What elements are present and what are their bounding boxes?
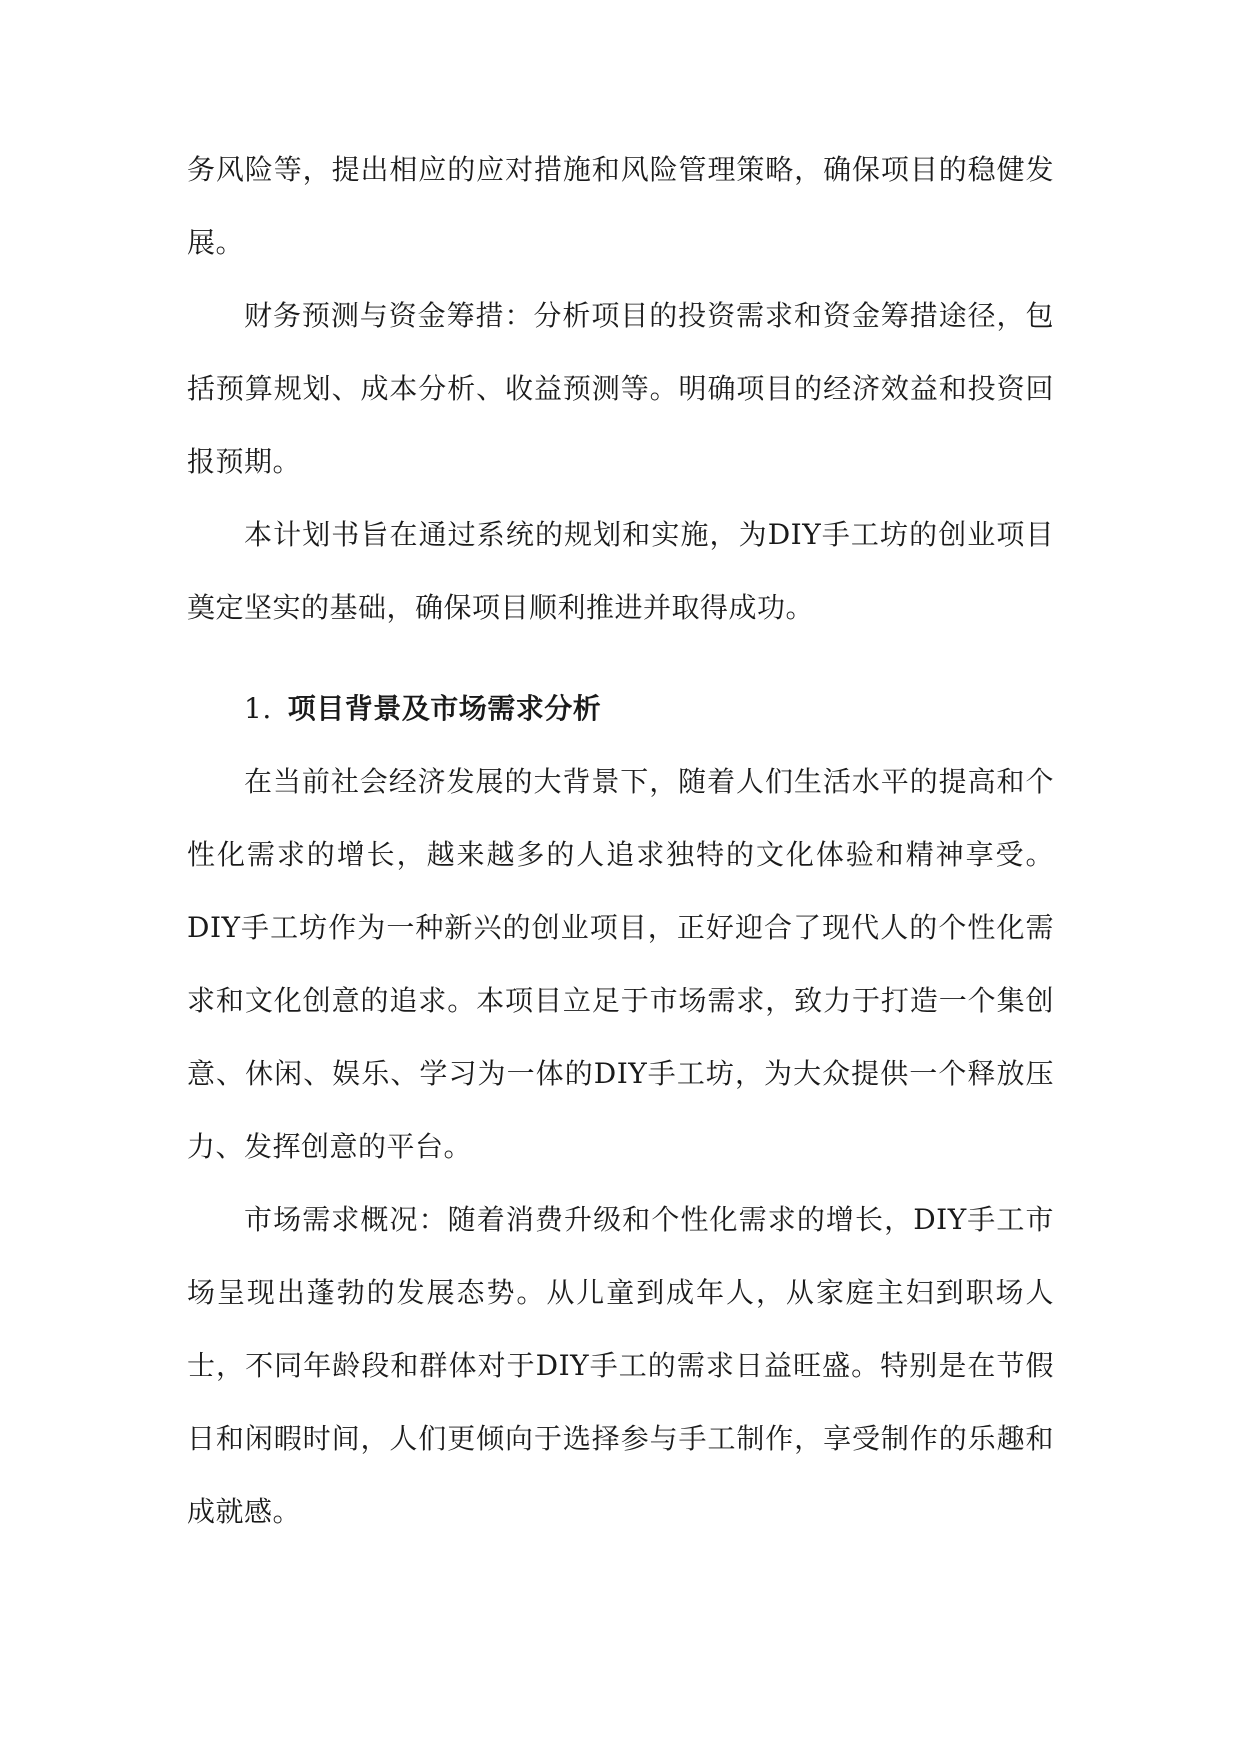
paragraph-summary: 本计划书旨在通过系统的规划和实施，为DIY手工坊的创业项目奠定坚实的基础，确保项目顺利推进并取得成功。 <box>187 518 1054 624</box>
section-title: 项目背景及市场需求分析 <box>287 692 602 725</box>
paragraph-background: 在当前社会经济发展的大背景下，随着人们生活水平的提高和个性化需求的增长，越来越多的人追求独特的文化体验和精神享受。DIY手工坊作为一种新兴的创业项目，正好迎合了现代人的个性化需求和文化创意的追求。本项目立足于市场需求，致力于打造一个集创意、休闲、娱乐、学习为一体的DIY手工坊，为大众提供一个释放压力、发挥创意的平台。 <box>187 765 1054 1163</box>
paragraph-market-overview: 市场需求概况：随着消费升级和个性化需求的增长，DIY手工市场呈现出蓬勃的发展态势。从儿童到成年人，从家庭主妇到职场人士，不同年龄段和群体对于DIY手工的需求日益旺盛。特别是在节假日和闲暇时间，人们更倾向于选择参与手工制作，享受制作的乐趣和成就感。 <box>187 1203 1054 1528</box>
section-heading <box>187 672 1054 745</box>
section-number: 1. <box>244 692 272 725</box>
paragraph-finance: 财务预测与资金筹措：分析项目的投资需求和资金筹措途径，包括预算规划、成本分析、收益预测等。明确项目的经济效益和投资回报预期。 <box>187 299 1054 478</box>
document-body <box>187 133 1054 1548</box>
paragraph-risk-continuation: 务风险等，提出相应的应对措施和风险管理策略，确保项目的稳健发展。 <box>187 153 1054 259</box>
